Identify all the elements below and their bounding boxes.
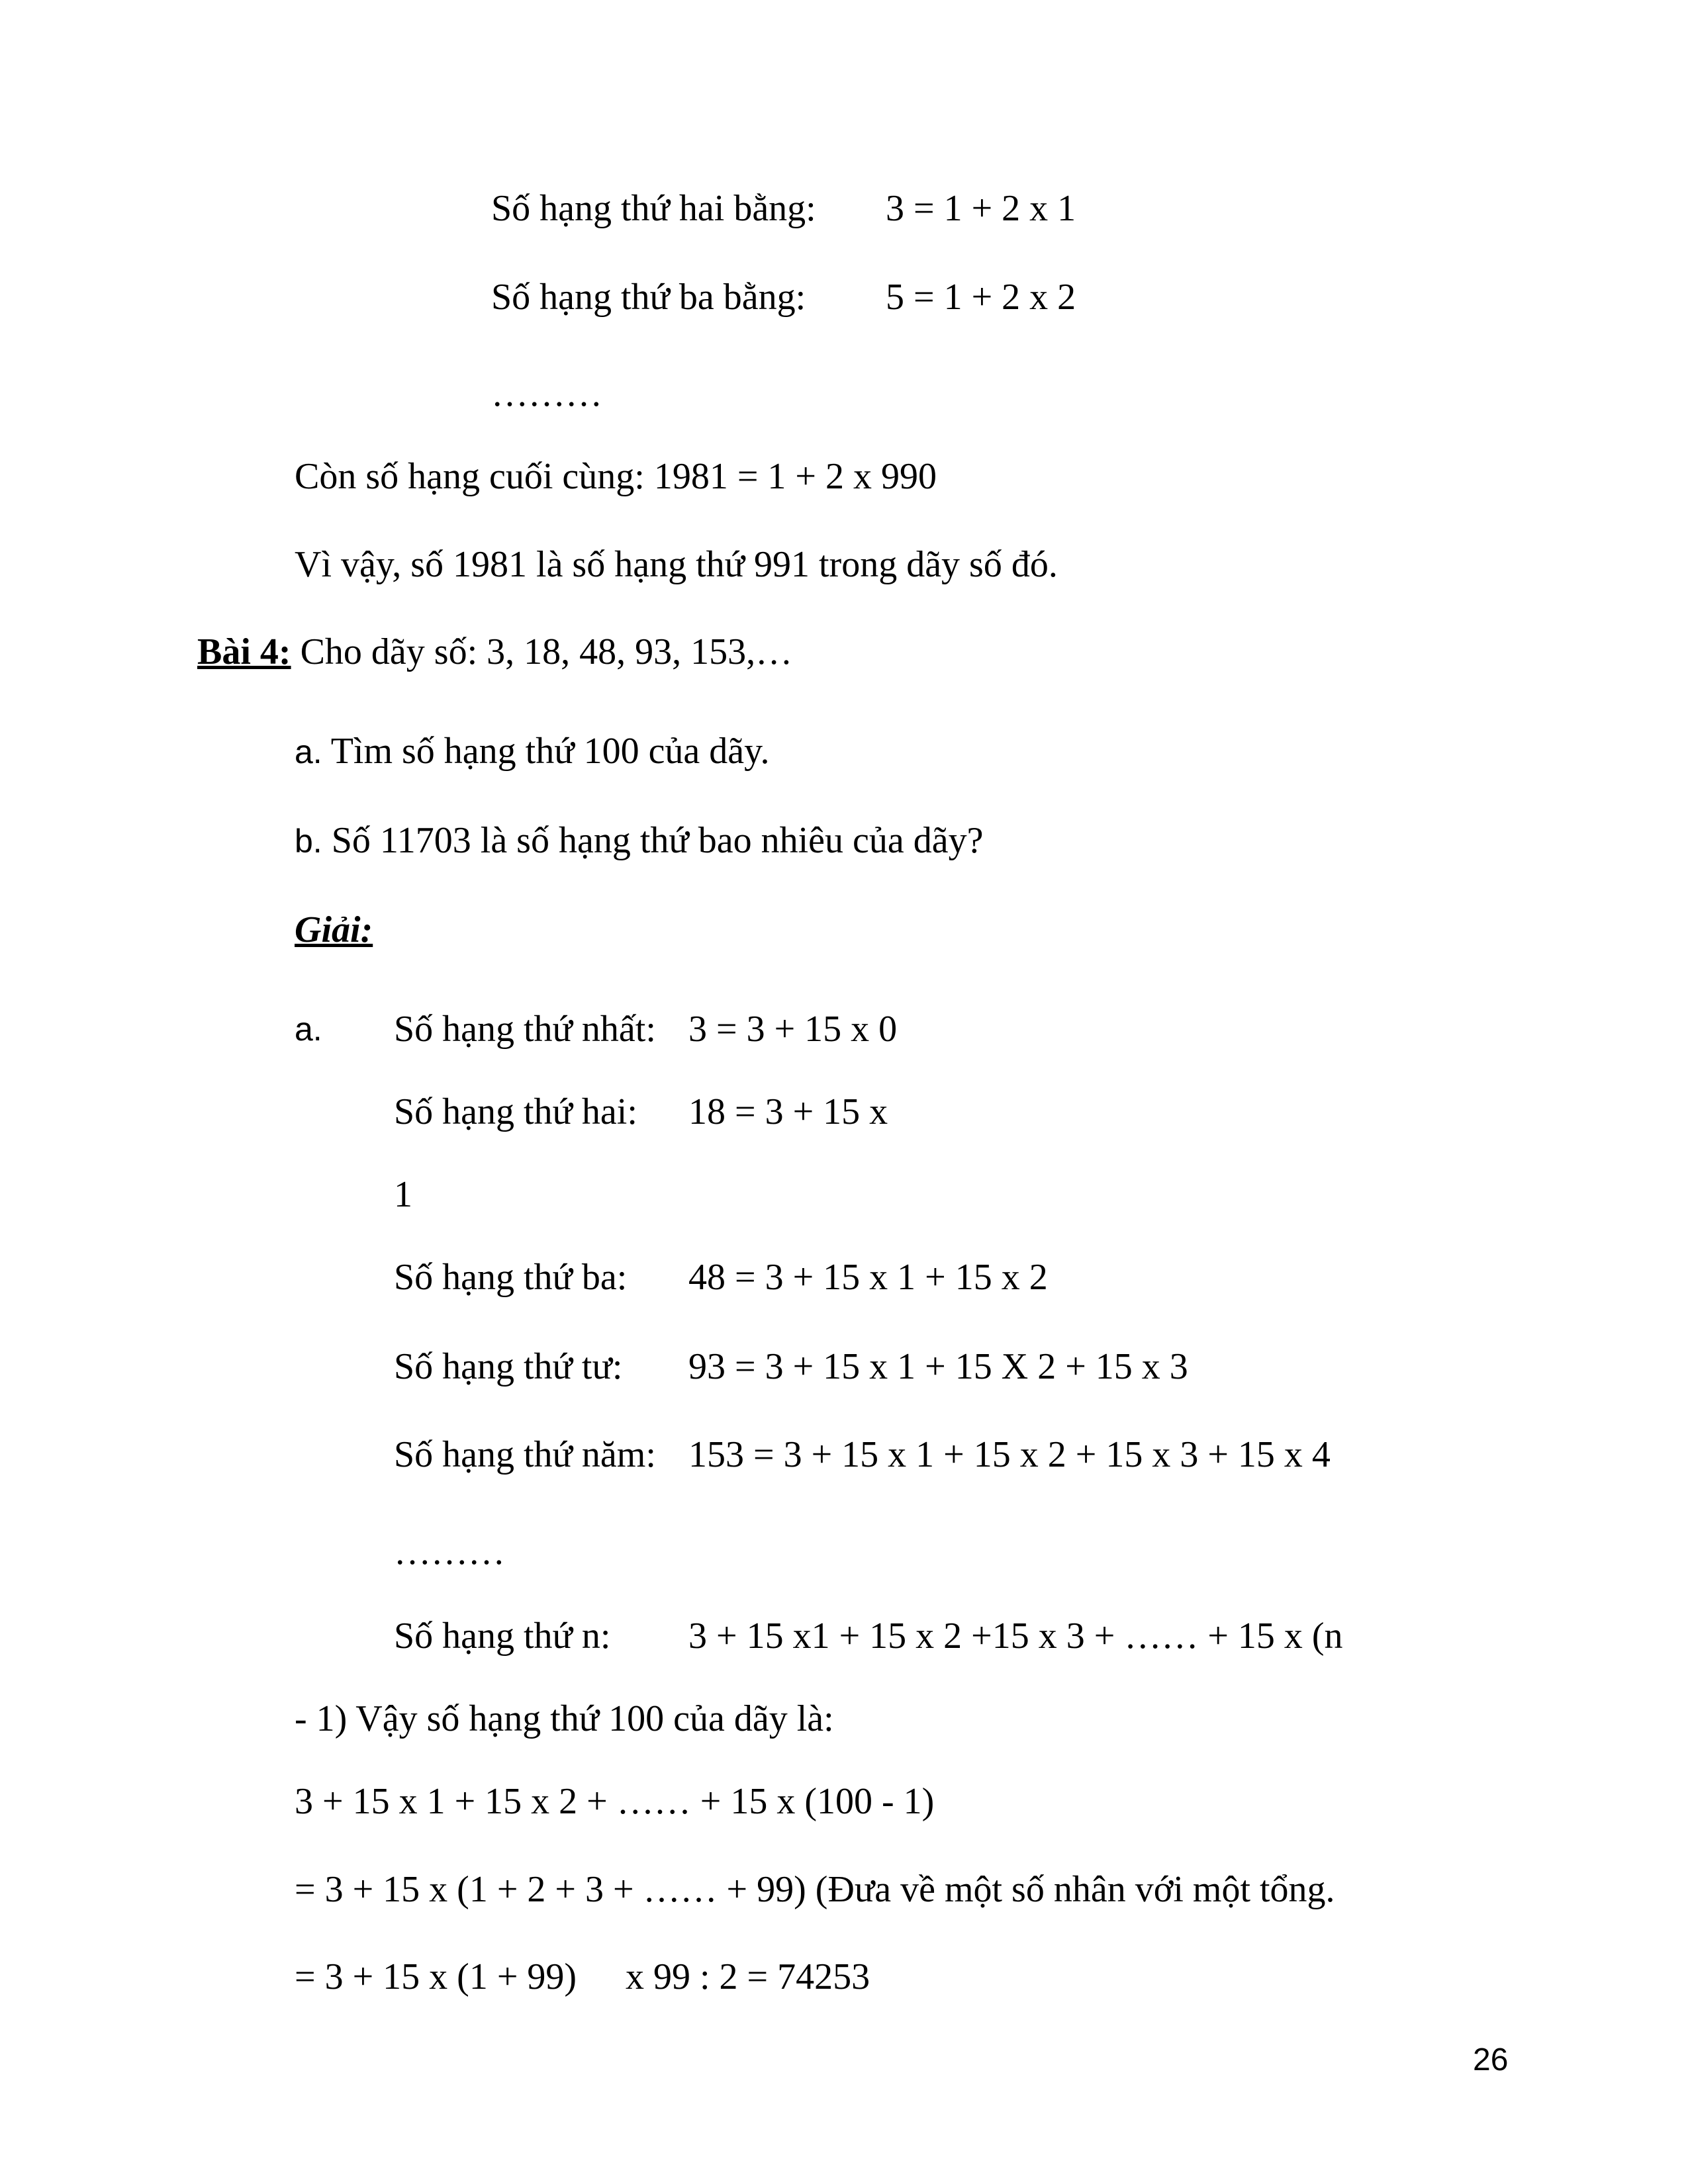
ellipsis: ……… <box>491 373 602 414</box>
conclusion-line: Vì vậy, số 1981 là số hạng thứ 991 trong dãy số đó. <box>295 544 1058 585</box>
nth-term-label: Số hạng thứ n: <box>394 1615 611 1657</box>
term-2-label: Số hạng thứ hai bằng: <box>491 188 816 229</box>
nth-term-expression: 3 + 15 x1 + 15 x 2 +15 x 3 + …… + 15 x (n <box>688 1615 1343 1657</box>
row-label: Số hạng thứ nhất: <box>394 1009 656 1050</box>
equation-line-1: = 3 + 15 x (1 + 2 + 3 + …… + 99) (Đưa về một số nhân với một tổng. <box>295 1869 1335 1910</box>
row-expression: 93 = 3 + 15 x 1 + 15 X 2 + 15 x 3 <box>688 1346 1188 1387</box>
row-label: Số hạng thứ ba: <box>394 1257 628 1298</box>
row-label: Số hạng thứ năm: <box>394 1434 656 1475</box>
equation-line-2a: = 3 + 15 x (1 + 99) <box>295 1956 577 1997</box>
page-number: 26 <box>1473 2042 1509 2077</box>
sum-line: 3 + 15 x 1 + 15 x 2 + …… + 15 x (100 - 1) <box>295 1781 935 1822</box>
row-expression: 3 = 3 + 15 x 0 <box>688 1009 898 1050</box>
solution-ellipsis: ……… <box>394 1531 505 1572</box>
row-label: 1 <box>394 1174 412 1215</box>
row-label: Số hạng thứ tư: <box>394 1346 623 1387</box>
continuation-line: - 1) Vậy số hạng thứ 100 của dãy là: <box>295 1698 834 1739</box>
part-a-letter: a. <box>295 733 322 770</box>
equation-line-2b: x 99 : 2 = 74253 <box>626 1956 870 1997</box>
solution-heading: Giải: <box>295 909 373 950</box>
part-a-text: Tìm số hạng thứ 100 của dãy. <box>322 731 770 772</box>
row-expression: 48 = 3 + 15 x 1 + 15 x 2 <box>688 1257 1048 1298</box>
problem-part-a <box>295 728 770 775</box>
problem-4-statement <box>197 629 792 675</box>
part-b-letter: b. <box>295 823 322 860</box>
term-3-label: Số hạng thứ ba bằng: <box>491 277 806 318</box>
row-label: Số hạng thứ hai: <box>394 1091 637 1132</box>
term-2-expression: 3 = 1 + 2 x 1 <box>886 188 1076 229</box>
problem-part-b <box>295 817 983 864</box>
last-term-line: Còn số hạng cuối cùng: 1981 = 1 + 2 x 990 <box>295 456 937 497</box>
problem-label: Bài 4: <box>197 631 291 672</box>
row-expression: 153 = 3 + 15 x 1 + 15 x 2 + 15 x 3 + 15 x 4 <box>688 1434 1331 1475</box>
solution-part-letter: a. <box>295 1011 322 1048</box>
term-3-expression: 5 = 1 + 2 x 2 <box>886 277 1076 318</box>
row-expression: 18 = 3 + 15 x <box>688 1091 888 1132</box>
problem-text: Cho dãy số: 3, 18, 48, 93, 153,… <box>291 631 793 672</box>
part-b-text: Số 11703 là số hạng thứ bao nhiêu của dãy? <box>322 820 984 861</box>
